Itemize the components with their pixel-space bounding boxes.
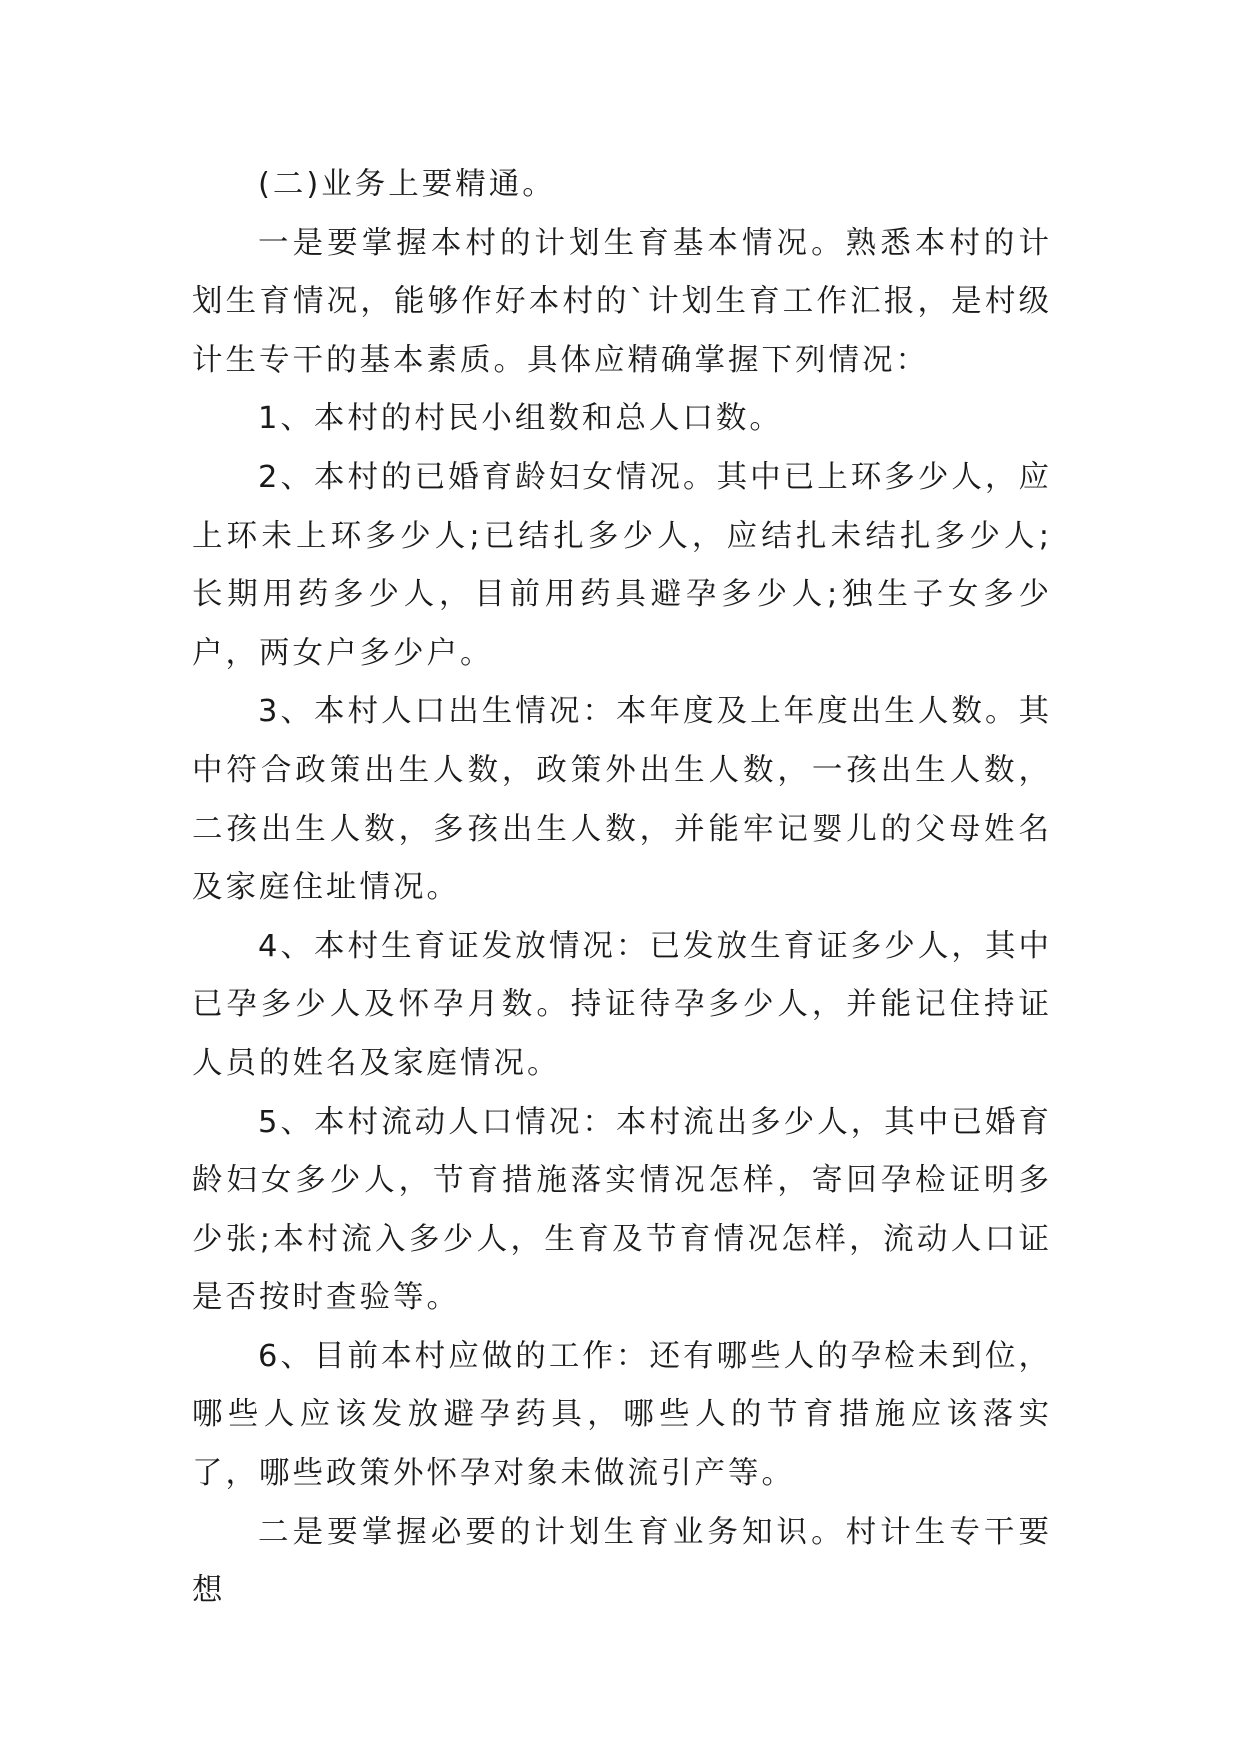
list-item-3: 3、本村人口出生情况：本年度及上年度出生人数。其中符合政策出生人数，政策外出生人数，一孩出生人数，二孩出生人数，多孩出生人数，并能牢记婴儿的父母姓名及家庭住址情况。 [192, 694, 1052, 906]
list-item-6: 6、目前本村应做的工作：还有哪些人的孕检未到位，哪些人应该发放避孕药具，哪些人的节育措施应该落实了，哪些政策外怀孕对象未做流引产等。 [192, 1338, 1052, 1492]
list-item-4: 4、本村生育证发放情况：已发放生育证多少人，其中已孕多少人及怀孕月数。持证待孕多少人，并能记住持证人员的姓名及家庭情况。 [192, 928, 1052, 1081]
paragraph-second-point: 二是要掌握必要的计划生育业务知识。村计生专干要想 [192, 1514, 1052, 1609]
list-item-1: 1、本村的村民小组数和总人口数。 [258, 401, 783, 437]
paragraph-intro: 一是要掌握本村的计划生育基本情况。熟悉本村的计划生育情况，能够作好本村的`计划生育工作汇报，是村级计生专干的基本素质。具体应精确掌握下列情况： [192, 225, 1052, 378]
list-item-2: 2、本村的已婚育龄妇女情况。其中已上环多少人，应上环未上环多少人;已结扎多少人，应结扎未结扎多少人;长期用药多少人，目前用药具避孕多少人;独生子女多少户，两女户多少户。 [192, 459, 1052, 671]
document-body [192, 156, 1052, 1621]
list-item-5: 5、本村流动人口情况：本村流出多少人，其中已婚育龄妇女多少人，节育措施落实情况怎样，寄回孕检证明多少张;本村流入多少人，生育及节育情况怎样，流动人口证是否按时查验等。 [192, 1104, 1052, 1316]
section-heading: (二)业务上要精通。 [258, 167, 556, 202]
